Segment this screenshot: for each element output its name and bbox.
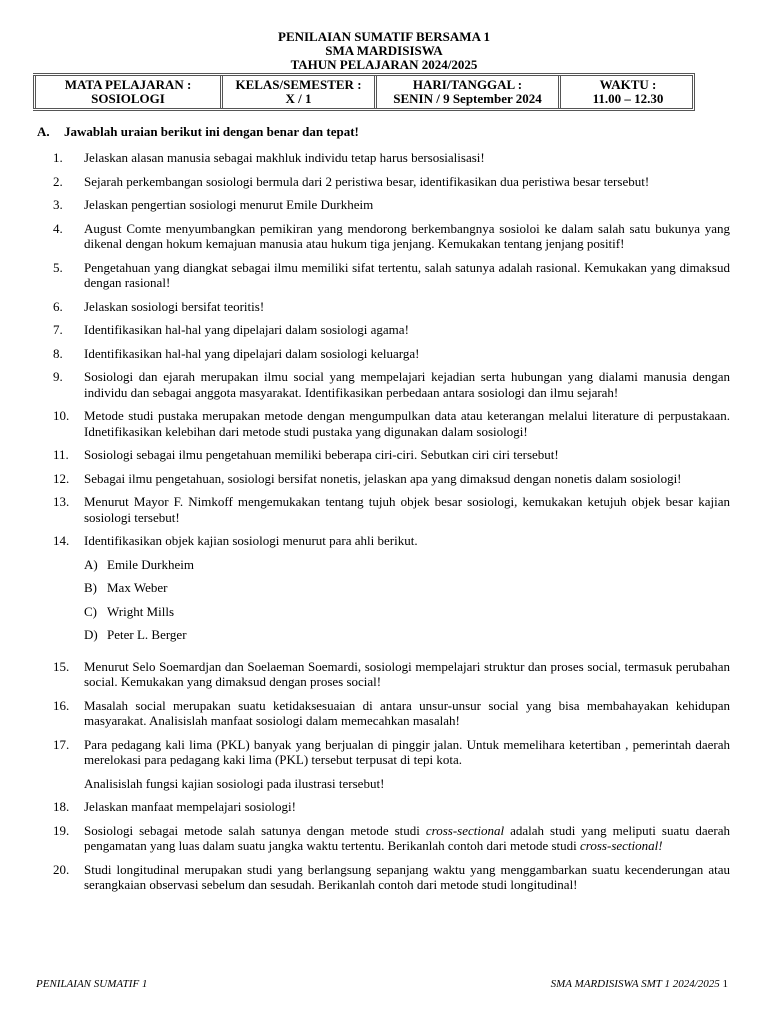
footer-right-text: SMA MARDISISWA SMT 1 2024/2025 [550, 978, 720, 990]
footer-left: PENILAIAN SUMATIF 1 [36, 978, 148, 990]
section-heading [37, 124, 359, 140]
question-text: Masalah social merupakan suatu ketidaksesuaian di antara unsur-unsur social yang bisa membahayakan kehidupan masyarakat. Analisislah manfaat sosiologi dalam memecahkan masalah! [84, 697, 730, 728]
school-name: SMA MARDISISWA [325, 43, 443, 58]
info-subject [33, 76, 223, 108]
question-text: Menurut Mayor F. Nimkoff mengemukakan tentang tujuh objek besar sosiologi, kemukakan ketujuh objek besar kajian sosiologi tersebut! [84, 494, 730, 525]
question-body [83, 799, 730, 815]
question-list [53, 150, 730, 901]
question-number: 11. [53, 447, 69, 462]
question-item [53, 299, 730, 315]
exam-title: PENILAIAN SUMATIF BERSAMA 1 [278, 29, 490, 44]
sub-item-letter: D) [84, 627, 98, 642]
question-number: 20. [53, 861, 70, 877]
question-text-emphasis: cross-sectional [425, 822, 505, 838]
question-number: 13. [53, 494, 70, 509]
question-text: Jelaskan manfaat mempelajari sosiologi! [84, 799, 296, 814]
question-body [83, 408, 730, 439]
question-item [53, 447, 730, 463]
sub-item-list [84, 557, 730, 643]
info-class [223, 76, 377, 108]
question-body [83, 150, 730, 166]
sub-item-letter: C) [84, 603, 97, 619]
question-text-part: adalah studi yang meliputi suatu daerah pengamatan yang luas dalam suatu jangka waktu tertentu. Berikanlah contoh dari metode studi [84, 822, 730, 853]
question-item [53, 471, 730, 487]
question-text-emphasis: cross-sectional! [580, 838, 663, 853]
question-extra-text: Analisislah fungsi kajian sosiologi pada ilustrasi tersebut! [84, 775, 385, 791]
sub-item-text: Wright Mills [107, 603, 175, 619]
question-text [84, 823, 730, 854]
question-text: Sejarah perkembangan sosiologi bermula dari 2 peristiwa besar, identifikasikan dua peristiwa besar tersebut! [84, 173, 650, 189]
question-item [53, 346, 730, 362]
question-text: Identifikasikan hal-hal yang dipelajari dalam sosiologi agama! [84, 322, 409, 337]
question-text: Jelaskan sosiologi bersifat teoritis! [84, 298, 265, 314]
question-number: 4. [53, 220, 63, 236]
question-text: Pengetahuan yang diangkat sebagai ilmu memiliki sifat tertentu, salah satunya adalah rasional. Kemukakan yang dimaksud dengan rasional! [84, 259, 730, 290]
info-label: WAKTU : [599, 77, 657, 92]
question-item [53, 862, 730, 893]
info-value: SOSIOLOGI [91, 91, 165, 106]
question-body [83, 346, 730, 362]
question-item [53, 494, 730, 525]
question-number: 14. [53, 533, 70, 548]
question-text: Sebagai ilmu pengetahuan, sosiologi bersifat nonetis, jelaskan apa yang dimaksud dengan nonetis dalam sosiologi! [84, 470, 682, 486]
question-number: 9. [53, 369, 63, 384]
question-text: Studi longitudinal merupakan studi yang berlangsung sepanjang waktu yang menggambarkan suatu kecenderungan atau serangkaian observasi sebelum dan sesudah. Berikanlah contoh dari metode studi longitudinal! [84, 861, 730, 892]
info-label: MATA PELAJARAN : [64, 77, 192, 92]
info-label: KELAS/SEMESTER : [235, 77, 362, 92]
sub-item [84, 627, 730, 643]
question-text: Jelaskan pengertian sosiologi menurut Emile Durkheim [84, 197, 374, 212]
question-text: Sosiologi dan ejarah merupakan ilmu social yang mempelajari kejadian serta hubungan yang dialami manusia dengan individu dan sebagai anggota masyarakat. Identifikasikan perbedaan antara sosiologi dan ilmu sejarah! [84, 369, 730, 400]
page-number: 1 [722, 978, 728, 990]
question-item [53, 533, 730, 651]
question-number: 19. [53, 822, 70, 838]
sub-item-letter: A) [84, 556, 98, 572]
question-body [83, 862, 730, 893]
question-item [53, 823, 730, 854]
question-item [53, 150, 730, 166]
question-body [83, 197, 730, 213]
question-text: Identifikasikan hal-hal yang dipelajari dalam sosiologi keluarga! [84, 345, 420, 361]
question-item [53, 799, 730, 815]
question-body [83, 533, 730, 651]
question-body [83, 322, 730, 338]
question-text: Sosiologi sebagai ilmu pengetahuan memiliki beberapa ciri-ciri. Sebutkan ciri ciri tersebut! [84, 447, 559, 462]
sub-item-text: Peter L. Berger [107, 627, 187, 642]
question-number: 5. [53, 259, 63, 275]
question-item [53, 659, 730, 690]
question-item [53, 737, 730, 792]
footer-right [551, 978, 728, 990]
question-number: 8. [53, 345, 63, 361]
info-value: X / 1 [285, 91, 312, 106]
info-label: HARI/TANGGAL : [412, 77, 523, 92]
page-header [0, 30, 768, 72]
question-body [83, 471, 730, 487]
question-text: Jelaskan alasan manusia sebagai makhluk individu tetap harus bersosialisasi! [84, 150, 485, 165]
question-number: 12. [53, 470, 70, 486]
question-body [83, 494, 730, 525]
info-date [377, 76, 561, 108]
question-item [53, 197, 730, 213]
question-body [83, 221, 730, 252]
section-instruction: Jawablah uraian berikut ini dengan benar dan tepat! [64, 124, 359, 139]
question-text: August Comte menyumbangkan pemikiran yang mendorong berkembangnya sosioloi ke dalam salah satu bukunya yang dikenal dengan hokum kemajuan manusia atau hukum tiga jenjang. Kemukakan tentang jenjang positif! [84, 220, 730, 251]
question-number: 2. [53, 173, 63, 189]
question-number: 17. [53, 736, 70, 752]
info-value: 11.00 – 12.30 [592, 91, 664, 106]
question-body [83, 299, 730, 315]
question-text: Metode studi pustaka merupakan metode dengan mengumpulkan data atau keterangan melalui literature di perpustakaan. Idnetifikasikan kelebihan dari metode studi pustaka yang digunakan dalam sosiologi! [84, 408, 730, 439]
question-body [83, 737, 730, 792]
sub-item [84, 604, 730, 620]
question-body [83, 659, 730, 690]
info-time [561, 76, 695, 108]
question-number: 15. [53, 658, 70, 674]
question-item [53, 698, 730, 729]
sub-item [84, 580, 730, 596]
question-item [53, 221, 730, 252]
question-number: 10. [53, 408, 70, 423]
question-item [53, 369, 730, 400]
info-value: SENIN / 9 September 2024 [393, 91, 542, 106]
sub-item-text: Max Weber [107, 580, 168, 595]
question-body [83, 260, 730, 291]
question-item [53, 408, 730, 439]
question-body [83, 174, 730, 190]
question-number: 1. [53, 150, 63, 165]
question-text: Para pedagang kali lima (PKL) banyak yang berjualan di pinggir jalan. Untuk memelihara ketertiban , pemerintah daerah merelokasi para pedagang kaki lima (PKL) tersebut terpusat di tepi kota. [84, 736, 730, 767]
question-number: 6. [53, 298, 63, 314]
question-item [53, 322, 730, 338]
exam-info-table [33, 73, 695, 111]
question-text: Identifikasikan objek kajian sosiologi menurut para ahli berikut. [84, 533, 418, 548]
question-item [53, 174, 730, 190]
question-text-part: Sosiologi sebagai metode salah satunya dengan metode studi [84, 822, 426, 838]
section-letter: A. [37, 124, 50, 139]
question-number: 18. [53, 799, 70, 814]
question-number: 7. [53, 322, 63, 337]
question-number: 3. [53, 197, 63, 212]
question-body [83, 698, 730, 729]
academic-year: TAHUN PELAJARAN 2024/2025 [290, 57, 478, 72]
sub-item [84, 557, 730, 573]
question-body [83, 447, 730, 463]
sub-item-text: Emile Durkheim [107, 556, 195, 572]
question-number: 16. [53, 697, 70, 713]
sub-item-letter: B) [84, 580, 97, 595]
question-body [83, 369, 730, 400]
question-text: Menurut Selo Soemardjan dan Soelaeman Soemardi, sosiologi mempelajari struktur dan proses social, termasuk perubahan social. Kemukakan yang dimaksud dengan proses social! [84, 658, 730, 689]
question-body [83, 823, 730, 854]
question-item [53, 260, 730, 291]
